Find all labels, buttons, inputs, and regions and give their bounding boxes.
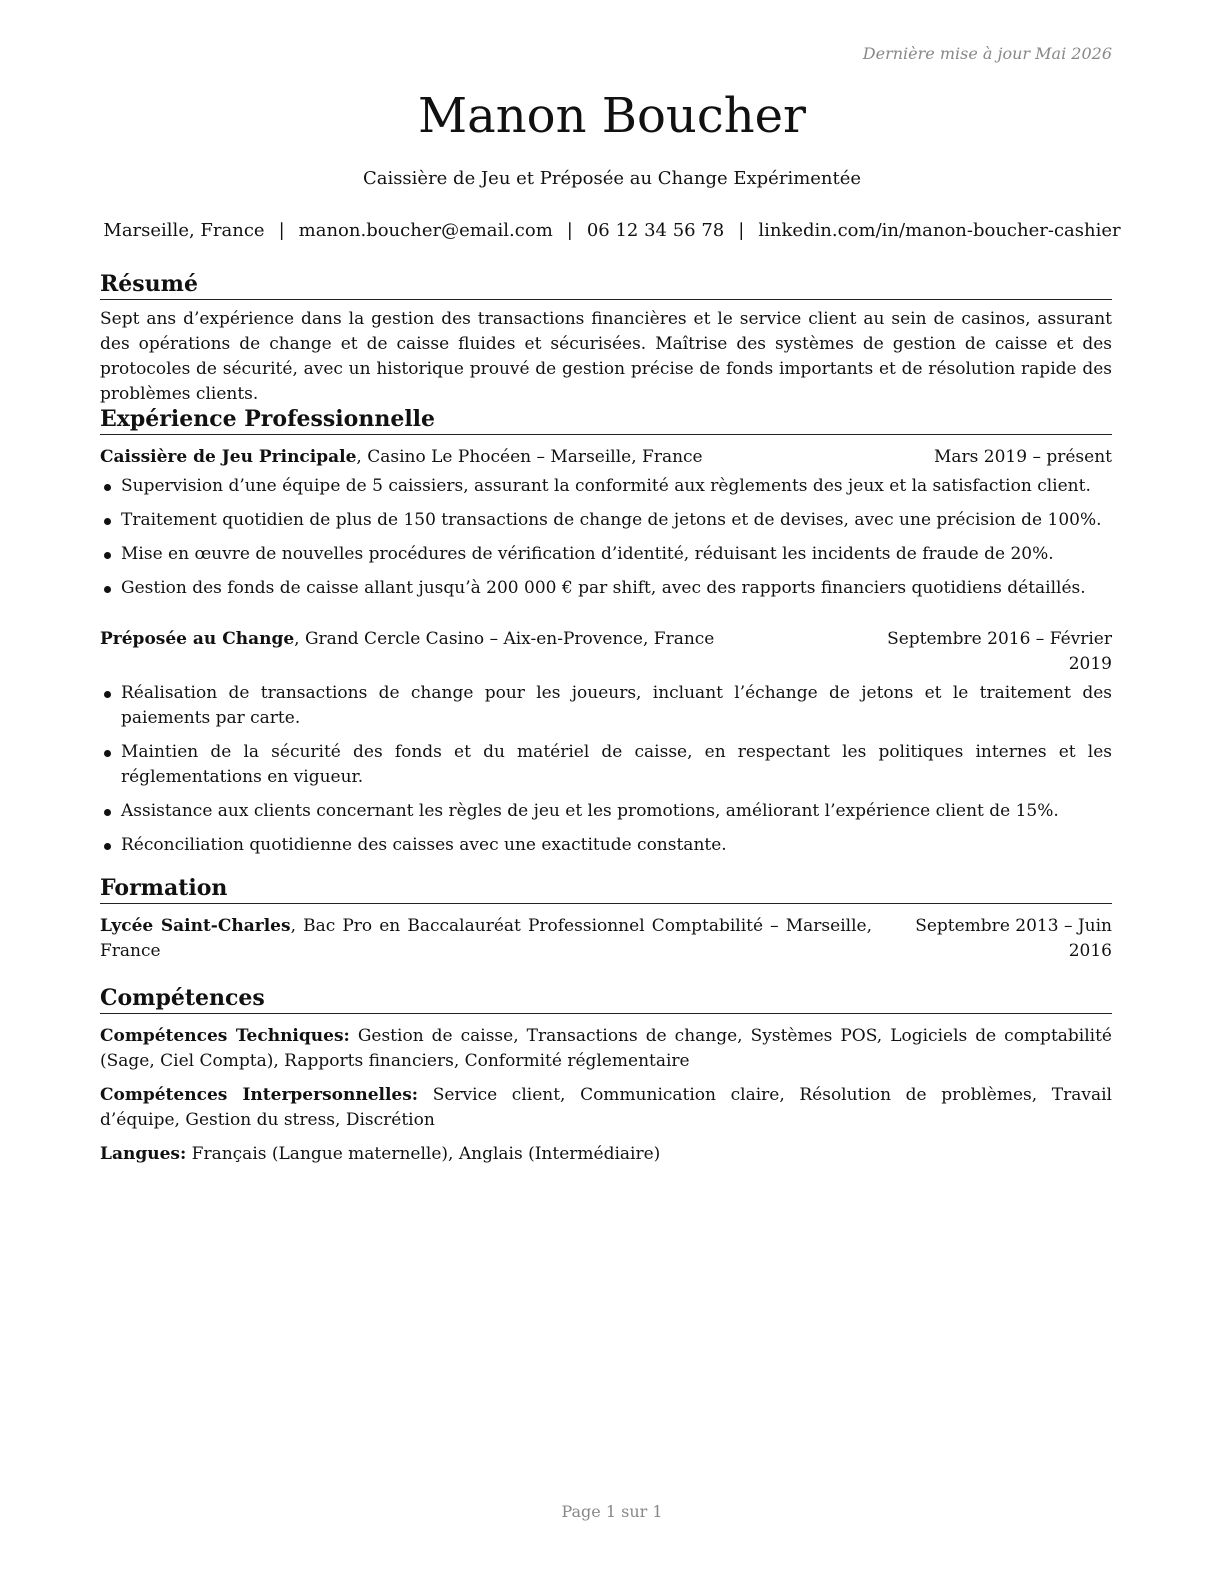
- skill-line: [100, 1142, 1112, 1167]
- job-bullet: [100, 474, 1112, 499]
- job-bullet: [100, 740, 1112, 790]
- bullet-text: Assistance aux clients concernant les règles de jeu et les promotions, améliorant l’expérience client de 15%.: [121, 801, 1059, 821]
- job-header: [100, 627, 1112, 677]
- experience-title: Expérience Professionnelle: [100, 405, 1112, 435]
- skill-label: Compétences Interpersonnelles:: [100, 1085, 419, 1105]
- page-footer: Page 1 sur 1: [561, 1502, 663, 1521]
- contact-email[interactable]: manon.boucher@email.com: [298, 220, 553, 241]
- contact-location: Marseille, France: [103, 220, 265, 241]
- skill-line: [100, 1024, 1112, 1074]
- summary-text: Sept ans d’expérience dans la gestion des transactions financières et le service client au sein de casinos, assurant des opérations de change et de caisse fluides et sécurisées. Maîtrise des systèmes de gestion de caisse et des protocoles de sécurité, avec un historique prouvé de gestion précise de fonds importants et de résolution rapide des problèmes clients.: [100, 309, 1112, 404]
- education-detail: , Bac Pro en Baccalauréat Professionnel Comptabilité – Marseille, France: [100, 916, 872, 961]
- bullet-text: Mise en œuvre de nouvelles procédures de vérification d’identité, réduisant les incidents de fraude de 20%.: [121, 544, 1054, 564]
- job-entry: [100, 627, 1112, 858]
- education-title: Formation: [100, 874, 1112, 904]
- header-tagline: Caissière de Jeu et Préposée au Change Expérimentée: [362, 168, 862, 189]
- bullet-text: Supervision d’une équipe de 5 caissiers, assurant la conformité aux règlements des jeux et la satisfaction client.: [121, 476, 1091, 496]
- education-dates: Septembre 2013 – Juin 2016: [915, 916, 1112, 961]
- job-bullet: [100, 508, 1112, 533]
- skills-title: Compétences: [100, 984, 1112, 1014]
- contact-line: [0, 220, 1224, 241]
- bullet-text: Traitement quotidien de plus de 150 transactions de change de jetons et de devises, avec une précision de 100%.: [121, 510, 1102, 530]
- bullet-icon: [104, 552, 111, 559]
- contact-separator: |: [566, 220, 573, 241]
- skill-line: [100, 1083, 1112, 1133]
- job-bullets: [100, 474, 1112, 601]
- skill-value: Français (Langue maternelle), Anglais (Intermédiaire): [186, 1144, 661, 1164]
- bullet-text: Gestion des fonds de caisse allant jusqu’à 200 000 € par shift, avec des rapports financiers quotidiens détaillés.: [121, 578, 1086, 598]
- job-bullets: [100, 681, 1112, 858]
- bullet-icon: [104, 691, 111, 698]
- last-updated: Dernière mise à jour Mai 2026: [862, 44, 1112, 63]
- job-bullet: [100, 542, 1112, 567]
- job-dates: Mars 2019 – présent: [933, 447, 1112, 467]
- summary-title: Résumé: [100, 270, 1112, 300]
- bullet-text: Réalisation de transactions de change pour les joueurs, incluant l’échange de jetons et le traitement des paiements par carte.: [121, 683, 1112, 728]
- bullet-icon: [104, 484, 111, 491]
- education-heading: [100, 914, 872, 964]
- skill-value: Gestion de caisse, Transactions de change, Systèmes POS, Logiciels de comptabilité (Sage, Ciel Compta), Rapports financiers, Conformité réglementaire: [100, 1026, 1112, 1071]
- skill-label: Langues:: [100, 1144, 187, 1164]
- education-section: [100, 874, 1112, 964]
- bullet-icon: [104, 809, 111, 816]
- bullet-icon: [104, 586, 111, 593]
- bullet-text: Réconciliation quotidienne des caisses avec une exactitude constante.: [121, 835, 727, 855]
- job-bullet: [100, 833, 1112, 858]
- job-heading: [100, 627, 872, 677]
- skill-label: Compétences Techniques:: [100, 1026, 350, 1046]
- header-name: Manon Boucher: [418, 88, 806, 144]
- bullet-icon: [104, 750, 111, 757]
- summary-section: [100, 270, 1112, 407]
- contact-separator: |: [738, 220, 745, 241]
- bullet-icon: [104, 843, 111, 850]
- job-heading: [100, 445, 934, 470]
- education-entry: [100, 914, 1112, 964]
- job-place: , Casino Le Phocéen – Marseille, France: [356, 447, 703, 467]
- skill-value: Service client, Communication claire, Résolution de problèmes, Travail d’équipe, Gestion du stress, Discrétion: [100, 1085, 1112, 1130]
- job-bullet: [100, 799, 1112, 824]
- bullet-icon: [104, 518, 111, 525]
- education-school: Lycée Saint-Charles: [100, 916, 291, 936]
- job-bullet: [100, 576, 1112, 601]
- job-role: Préposée au Change: [100, 629, 295, 649]
- contact-linkedin[interactable]: linkedin.com/in/manon-boucher-cashier: [758, 220, 1121, 241]
- job-role: Caissière de Jeu Principale: [100, 447, 357, 467]
- job-dates: Septembre 2016 – Février 2019: [887, 629, 1112, 674]
- experience-section: [100, 405, 1112, 867]
- contact-separator: |: [278, 220, 285, 241]
- contact-phone[interactable]: 06 12 34 56 78: [586, 220, 725, 241]
- skills-section: [100, 984, 1112, 1176]
- job-place: , Grand Cercle Casino – Aix-en-Provence, France: [294, 629, 715, 649]
- job-bullet: [100, 681, 1112, 731]
- job-header: [100, 445, 1112, 470]
- bullet-text: Maintien de la sécurité des fonds et du matériel de caisse, en respectant les politiques internes et les réglementations en vigueur.: [121, 742, 1112, 787]
- job-entry: [100, 445, 1112, 601]
